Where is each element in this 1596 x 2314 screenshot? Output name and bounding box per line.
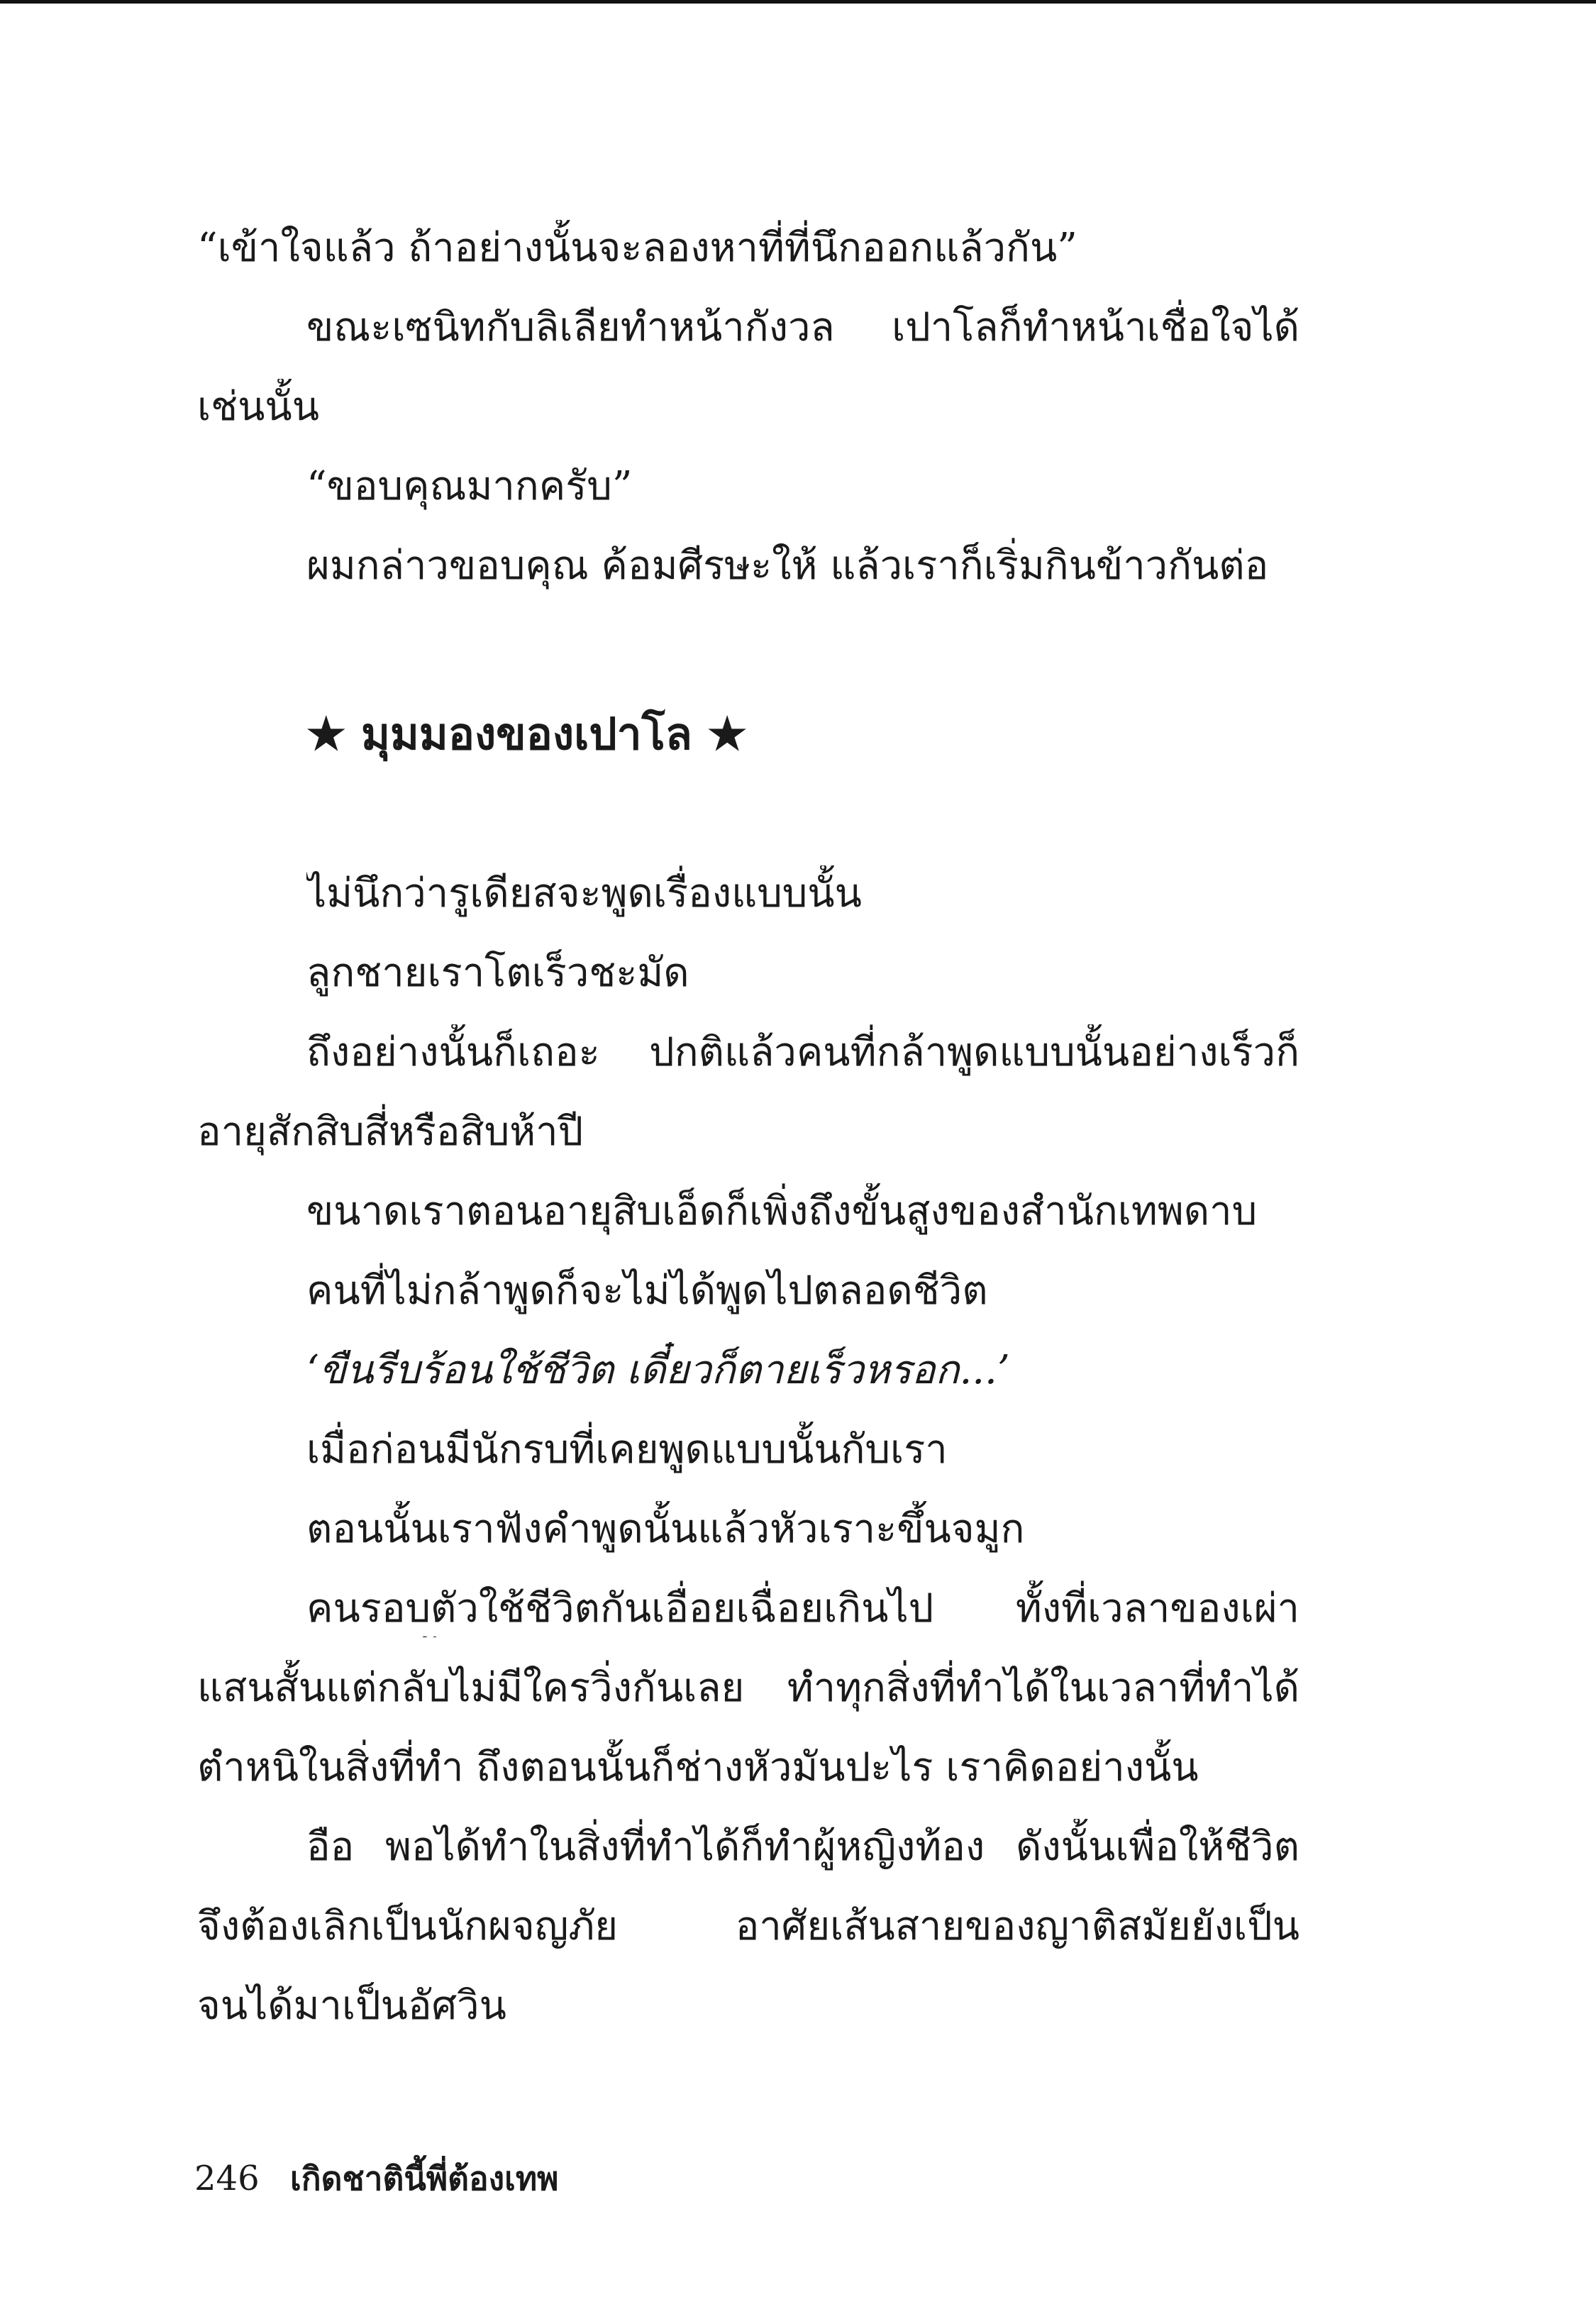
text-line: อายุสักสิบสี่หรือสิบห้าปี: [197, 1109, 584, 1155]
text-line: ตำหนิในสิ่งที่ทำ ถึงตอนนั้นก็ช่างหัวมันปะไร เราคิดอย่างนั้น: [197, 1744, 1199, 1790]
text-line: ขนาดเราตอนอายุสิบเอ็ดก็เพิ่งถึงขั้นสูงของสำนักเทพดาบ: [306, 1188, 1258, 1234]
text-line: คนที่ไม่กล้าพูดก็จะไม่ได้พูดไปตลอดชีวิต: [306, 1268, 988, 1314]
text-line: จึงต้องเลิกเป็นนักผจญภัย อาศัยเส้นสายของญาติสมัยยังเป็น: [197, 1903, 1299, 1949]
text-line: ผมกล่าวขอบคุณ ค้อมศีรษะให้ แล้วเราก็เริ่มกินข้าวกันต่อ: [306, 543, 1269, 589]
text-line: ขณะเซนิทกับลิเลียทำหน้ากังวล เปาโลก็ทำหน้าเชื่อใจได้: [306, 304, 1299, 350]
text-line: ตอนนั้นเราฟังคำพูดนั้นแล้วหัวเราะขึ้นจมูก: [306, 1506, 1025, 1552]
text-line: คนรอบตัวใช้ชีวิตกันเอื่อยเฉื่อยเกินไป ทั้งที่เวลาของเผ่า: [306, 1585, 1299, 1632]
text-line: ไม่นึกว่ารูเดียสจะพูดเรื่องแบบนั้น: [306, 870, 862, 917]
text-line: “ขอบคุณมากครับ”: [306, 463, 633, 509]
section-heading: ★ มุมมองของเปาโล ★: [306, 708, 747, 760]
page-number: 246: [194, 2159, 260, 2198]
text-line: อือ พอได้ทำในสิ่งที่ทำได้ก็ทำผู้หญิงท้อง ดังนั้นเพื่อให้ชีวิต: [306, 1824, 1299, 1870]
text-line: แสนสั้นแต่กลับไม่มีใครวิ่งกันเลย ทำทุกสิ่งที่ทำได้ในเวลาที่ทำได้: [197, 1665, 1299, 1711]
text-line: เช่นนั้น: [197, 384, 319, 430]
text-line: ลูกชายเราโตเร็วชะมัด: [306, 950, 689, 996]
text-line-italic: ‘ขืนรีบร้อนใช้ชีวิต เดี๋ยวก็ตายเร็วหรอก...’: [306, 1347, 1010, 1393]
text-line: ถึงอย่างนั้นก็เถอะ ปกติแล้วคนที่กล้าพูดแบบนั้นอย่างเร็วก็: [306, 1029, 1299, 1075]
page-footer: [194, 2154, 558, 2203]
text-line: “เข้าใจแล้ว ถ้าอย่างนั้นจะลองหาที่ที่นึกออกแล้วกัน”: [197, 225, 1077, 271]
running-book-title: เกิดชาตินี้พี่ต้องเทพ: [290, 2159, 559, 2198]
text-line: จนได้มาเป็นอัศวิน: [197, 1983, 506, 2029]
text-line: เมื่อก่อนมีนักรบที่เคยพูดแบบนั้นกับเรา: [306, 1427, 948, 1473]
